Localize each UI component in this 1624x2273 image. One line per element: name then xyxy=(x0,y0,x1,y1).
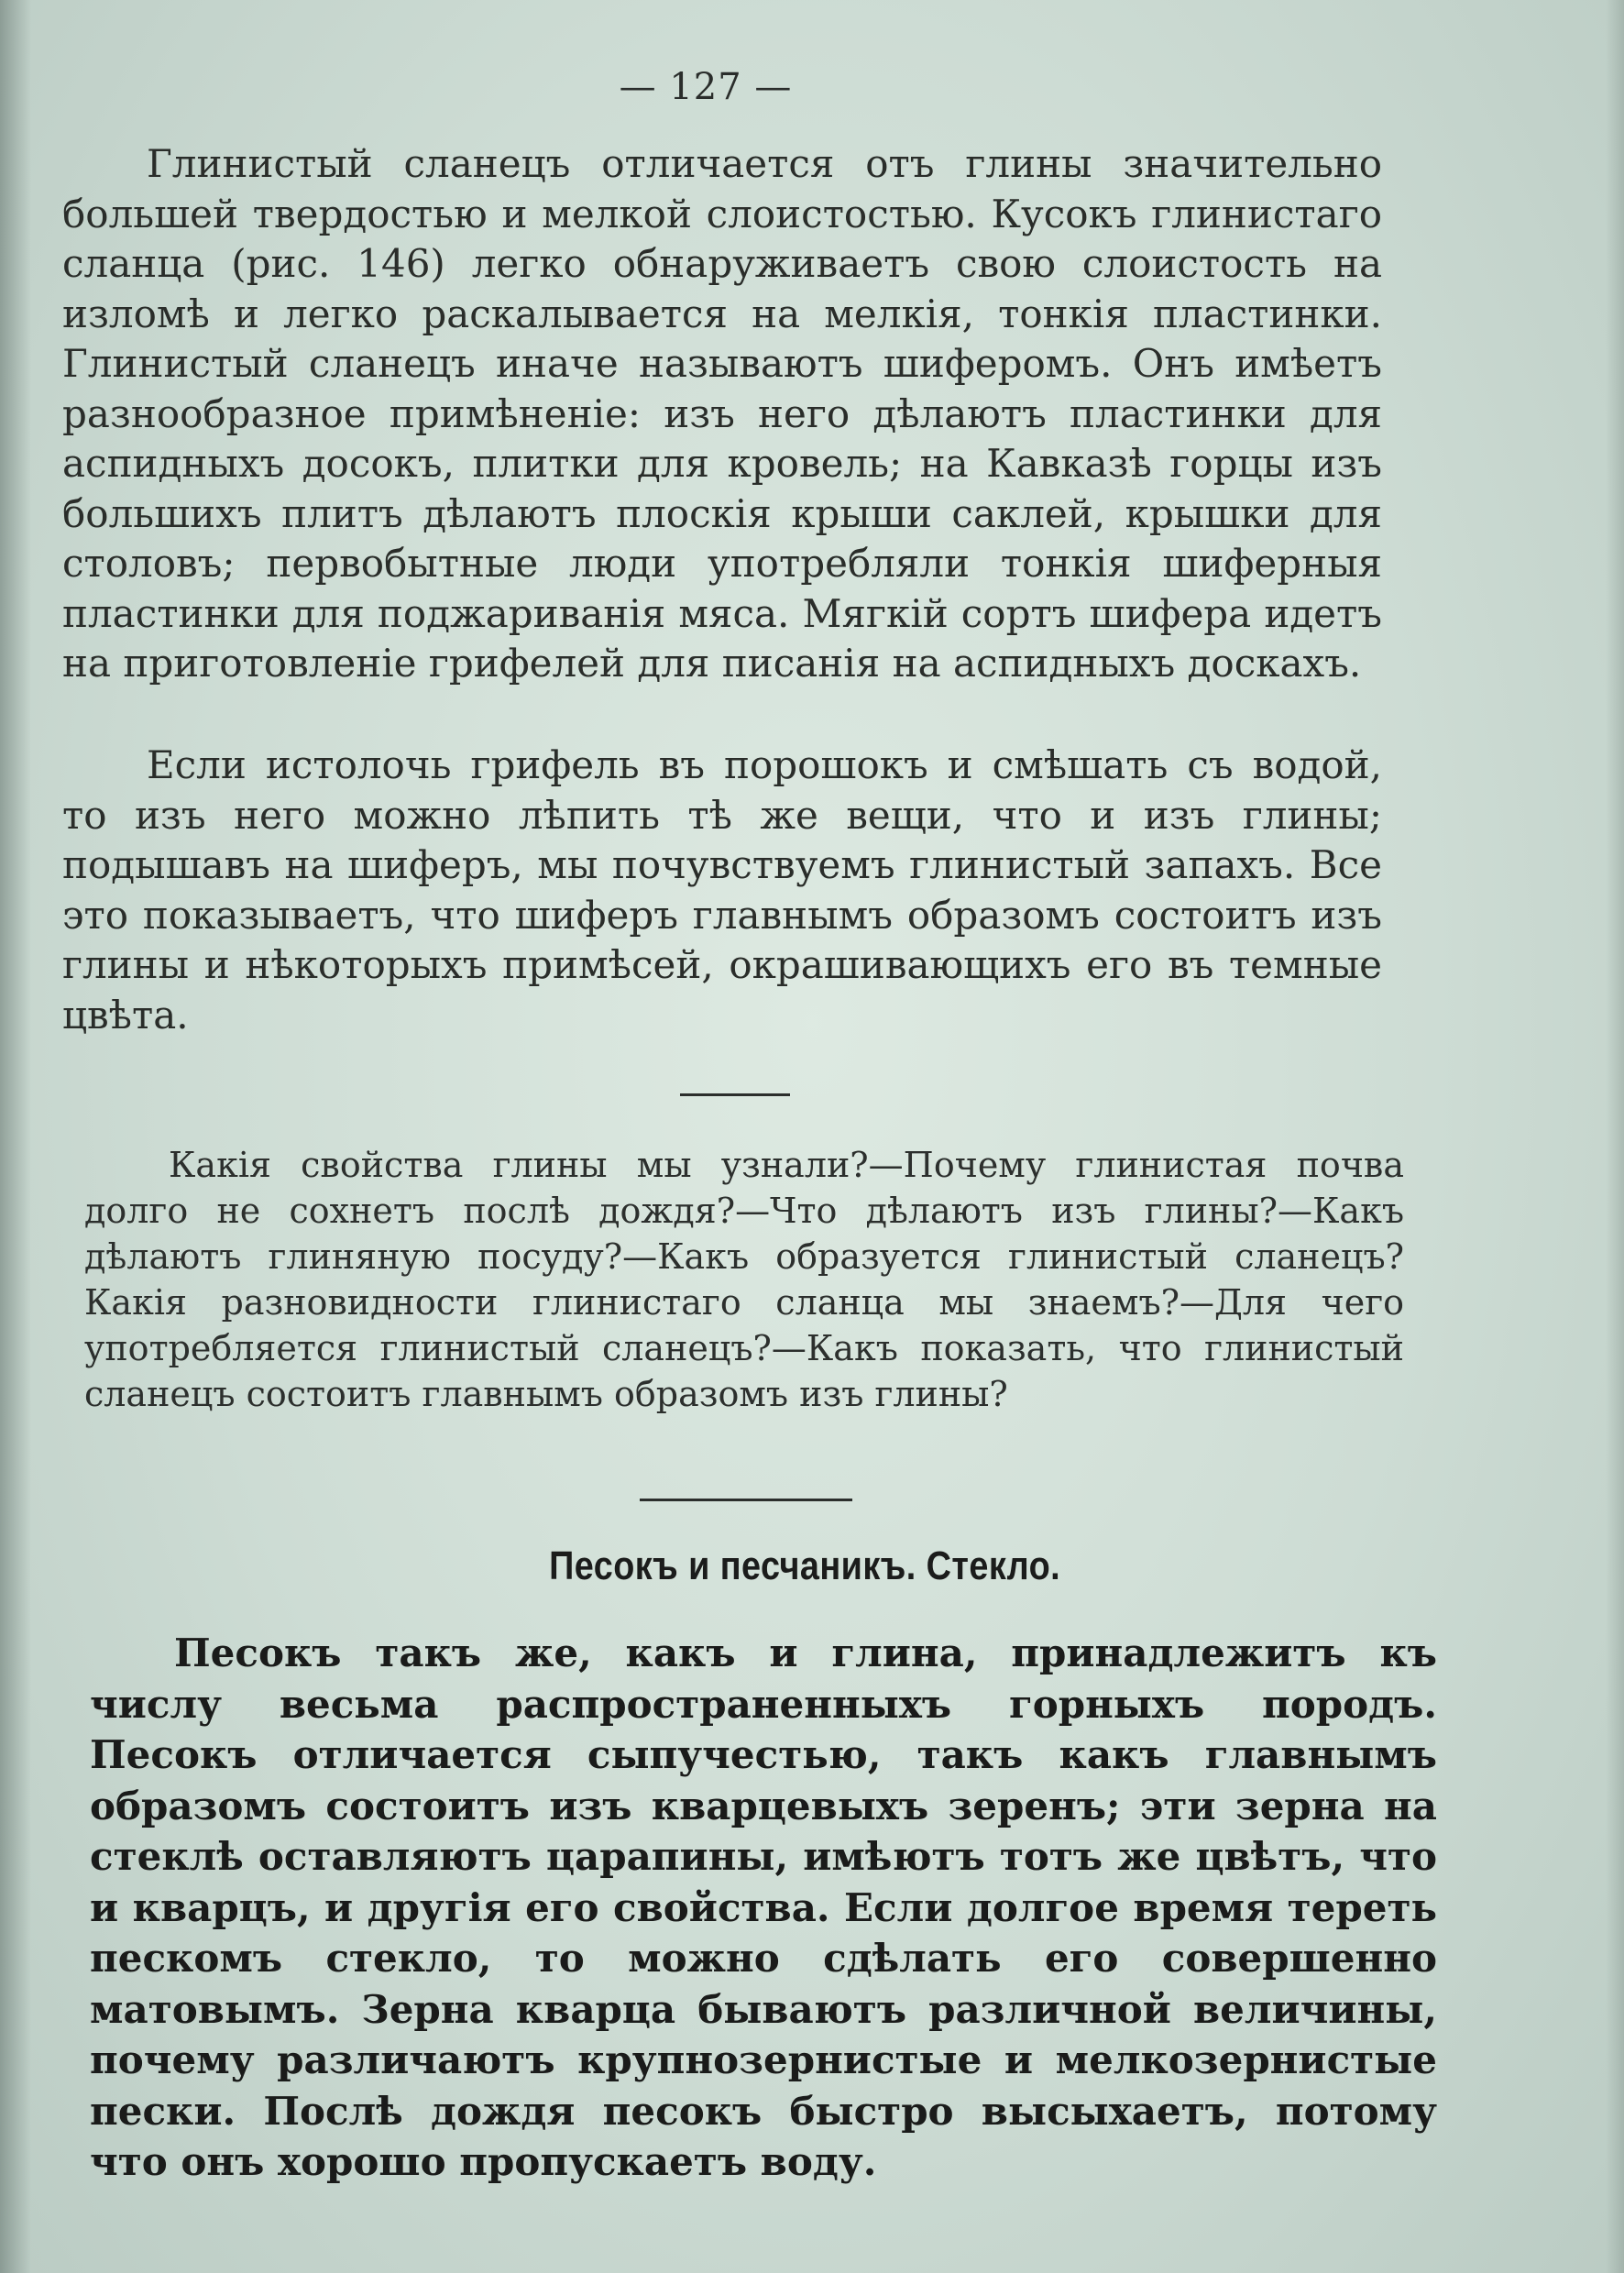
section-divider xyxy=(680,1093,790,1096)
paragraph-shale: Глинистый сланецъ отличается отъ глины значительно большей твердостью и мелкой слоистостью. Кусокъ глинистаго сланца (рис. 146) легко обнаруживаетъ свою слоистость на изломѣ и легко раскалывается на мелкія, тонкія пластинки. Глинистый сланецъ иначе называютъ шиферомъ. Онъ имѣетъ разнообразное примѣненіе: изъ него дѣлаютъ пластинки для аспидныхъ досокъ, плитки для кровель; на Кавказѣ горцы изъ большихъ плитъ дѣлаютъ плоскія крыши саклей, крышки для столовъ; первобытные люди употребляли тонкія шиферныя пластинки для поджариванія мяса. Мягкій сортъ шифера идетъ на приготовленіе грифелей для писанія на аспидныхъ доскахъ. xyxy=(62,141,1382,686)
paragraph-sand: Песокъ такъ же, какъ и глина, принадлежитъ къ числу весьма распространенныхъ горныхъ породъ. Песокъ отличается сыпучестью, такъ какъ главнымъ образомъ состоитъ изъ кварцевыхъ зеренъ; эти зерна на стеклѣ оставляютъ царапины, имѣютъ тотъ же цвѣтъ, что и кварцъ, и другія его свойства. Если долгое время тереть пескомъ стекло, то можно сдѣлать его совершенно матовымъ. Зерна кварца бываютъ различной величины, почему различаютъ крупнозернистые и мелкозернистые пески. Послѣ дождя песокъ быстро высыхаетъ, потому что онъ хорошо пропускаетъ воду. xyxy=(90,1631,1437,2184)
page-number: — 127 — xyxy=(619,66,793,108)
section-divider xyxy=(640,1499,852,1501)
paragraph-slate-composition: Если истолочь грифель въ порошокъ и смѣшать съ водой, то изъ него можно лѣпить тѣ же вещи, что и изъ глины; подышавъ на шиферъ, мы почувствуемъ глинистый запахъ. Все это показываетъ, что шиферъ главнымъ образомъ состоитъ изъ глины и нѣкоторыхъ примѣсей, окрашивающихъ его въ темные цвѣта. xyxy=(62,742,1382,1038)
section-title: Песокъ и песчаникъ. Стекло. xyxy=(549,1543,1061,1588)
review-questions: Какія свойства глины мы узнали?—Почему глинистая почва долго не сохнетъ послѣ дождя?—Что дѣлаютъ изъ глины?—Какъ дѣлаютъ глиняную посуду?—Какъ образуется глинистый сланецъ? Какія разновидности глинистаго сланца мы знаемъ?—Для чего употребляется глинистый сланецъ?—Какъ показать, что глинистый сланецъ состоитъ главнымъ образомъ изъ глины? xyxy=(84,1145,1404,1414)
